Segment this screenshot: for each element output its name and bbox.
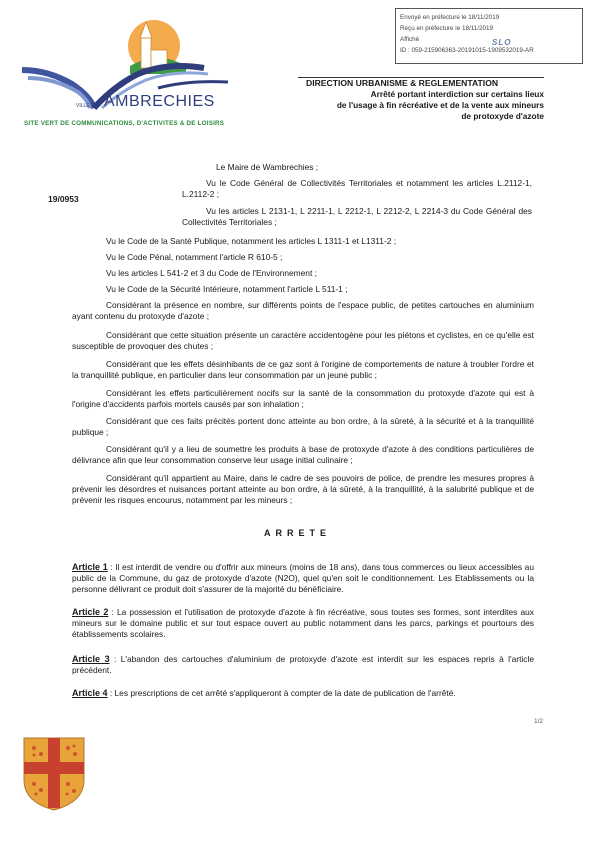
visa-articles [182,206,532,228]
considerant [72,330,534,352]
considerant-text: Considérant qu'il y a lieu de soumettre les produits à base de protoxyde d'azote à des conditions particulières de délivrance afin que leur consommation conserve leur usage initial culinaire ; [72,444,534,465]
logo-city-name: AMBRECHIES [104,93,215,110]
decree-reference: 19/0953 [48,194,79,204]
considerant-text: Considérant les effets particulièrement nocifs sur la santé de la consommation du protoxyde d'azote qui est à l'origine d'accidents parfois mortels causés par son inhalation ; [72,388,534,409]
logo-prefix: VILLE DE [76,103,98,109]
article-text: : L'abandon des cartouches d'aluminium de protoxyde d'azote est interdit sur les espaces repris à l'article précédent. [72,654,534,675]
article [72,562,534,595]
article-label: Article 2 [72,607,109,617]
considerant-text: Considérant que ces faits précités portent donc atteinte au bon ordre, à la sûreté, à la sécurité et à la tranquillité publique ; [72,416,534,437]
considerant [72,473,534,506]
subject-line: de protoxyde d'azote [461,111,544,121]
article [72,688,534,699]
article [72,654,534,676]
coat-of-arms-icon [22,736,86,812]
considerant [72,388,534,410]
decree-subject [270,89,544,122]
stamp-id: ID : 059-215906363-20191015-1909532019-AR [400,47,534,54]
visa-environnement: Vu les articles L 541-2 et 3 du Code de l'Environnement ; [106,268,317,278]
visa-sante: Vu le Code de la Santé Publique, notamment les articles L 1311-1 et L1311-2 ; [106,236,397,246]
logo-tagline: SITE VERT DE COMMUNICATIONS, D'ACTIVITES & DE LOISIRS [24,120,225,127]
considerant-text: Considérant la présence en nombre, sur différents points de l'espace public, de petites cartouches en aluminium ayant contenu du protoxyde d'azote ; [72,300,534,321]
subject-line: Arrêté portant interdiction sur certains lieux [370,89,544,99]
considerant [72,416,534,438]
article-text: : Il est interdit de vendre ou d'offrir aux mineurs (moins de 18 ans), dans tous commerces ou lieux accessibles au public de la Commune, du gaz de protoxyde d'azote (N2O), quel qu'en soit le conditionnement. Les Etablissements ou la personne délivrant ce produit doit s'assurer de la majorité du bénéficiaire. [72,562,534,594]
considerant [72,300,534,322]
arrete-heading: ARRETE [263,528,331,538]
city-logo [18,14,233,132]
considerant-text: Considérant que les effets désinhibants de ce gaz sont à l'origine de comportements de nature à troubler l'ordre et la tranquillité publique, en particulier dans leur consommation par un jeune public ; [72,359,534,380]
direction-title: DIRECTION URBANISME & REGLEMENTATION [306,78,499,88]
considerant [72,444,534,466]
mayor-line: Le Maire de Wambrechies ; [216,162,319,172]
article [72,607,534,640]
subject-line: de l'usage à fin récréative et de la vente aux mineurs [336,100,544,110]
article-label: Article 1 [72,562,108,572]
visa-penal: Vu le Code Pénal, notamment l'article R 610-5 ; [106,252,283,262]
stamp-posted: Affiché [400,36,420,43]
prefecture-stamp [395,8,583,64]
stamp-logo: SLO [492,38,512,47]
visa-text: Vu le Code Général de Collectivités Territoriales et notamment les articles L.2112-1, L.2112-2 ; [182,178,532,199]
article-label: Article 4 [72,688,108,698]
stamp-sent: Envoyé en préfecture le 18/11/2019 [400,14,500,21]
page-number: 1/2 [534,718,544,725]
visa-securite: Vu le Code de la Sécurité Intérieure, notamment l'article L 511-1 ; [106,284,348,294]
visa-cgct [182,178,532,200]
stamp-received: Reçu en préfecture le 18/11/2019 [400,25,494,32]
article-text: : Les prescriptions de cet arrêté s'appliqueront à compter de la date de publication de l'arrêté. [107,688,456,698]
article-label: Article 3 [72,654,110,664]
considerant-text: Considérant qu'il appartient au Maire, dans le cadre de ses pouvoirs de police, de prendre les mesures propres à prévenir les désordres et nuisances portant atteinte au bon ordre, à la sûreté, à la tranquillité, à la salubrité publique et de prévenir les risques encourus, notamment par les mineurs ; [72,473,534,505]
considerant [72,359,534,381]
article-text: : La possession et l'utilisation de protoxyde d'azote à fin récréative, sous toutes ses formes, sont interdites aux mineurs sur le domaine public et sur tout espace ouvert au public notamment dans les parcs, parkings et pourtours des établissements scolaires. [72,607,534,639]
visa-text: Vu les articles L 2131-1, L 2211-1, L 2212-1, L 2212-2, L 2214-3 du Code Général des Collectivités Territoriales ; [182,206,532,227]
considerant-text: Considérant que cette situation présente un caractère accidentogène pour les piétons et cyclistes, en ce qu'elle est susceptible de provoquer des chutes ; [72,330,534,351]
